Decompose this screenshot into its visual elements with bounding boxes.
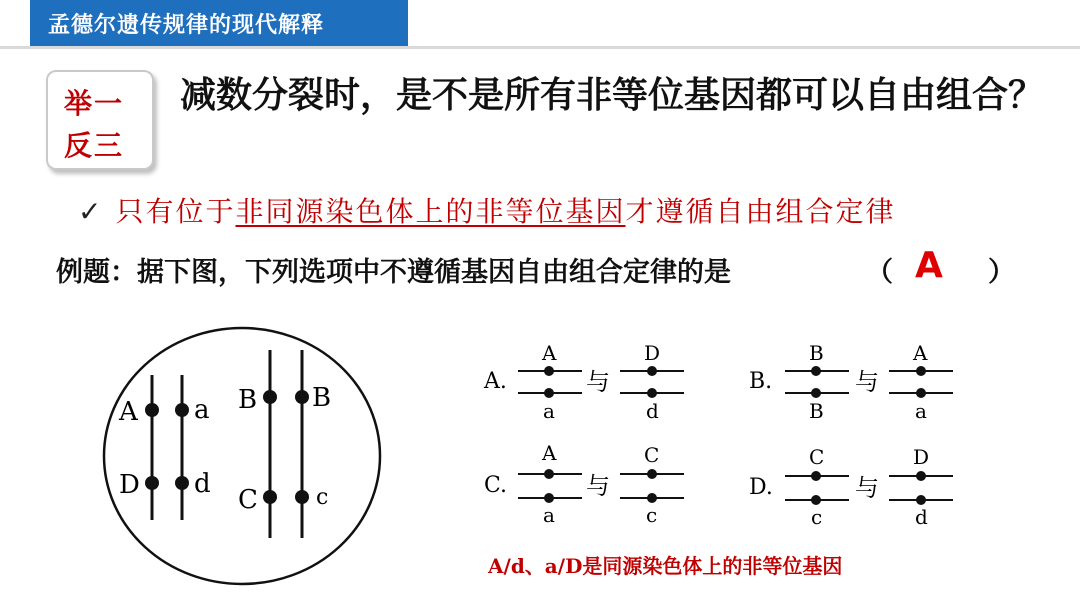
gene-label: B [809, 399, 824, 423]
gene-locus [544, 366, 554, 376]
gene-locus [145, 476, 159, 490]
gene-locus [295, 490, 309, 504]
gene-locus [811, 388, 821, 398]
header-title: 孟德尔遗传规律的现代解释 [48, 13, 325, 38]
gene-locus [544, 388, 554, 398]
gene-locus [175, 476, 189, 490]
gene-locus [811, 366, 821, 376]
gene-label: B [238, 385, 258, 415]
gene-locus [647, 493, 657, 503]
gene-label: C [644, 443, 660, 467]
gene-locus [916, 366, 926, 376]
gene-label: c [811, 505, 823, 529]
gene-locus [295, 390, 309, 404]
gene-label: B [809, 341, 824, 365]
badge [46, 70, 154, 170]
gene-locus [916, 471, 926, 481]
option-label: A. [484, 369, 507, 394]
answer-prefix: 只有位于 [115, 195, 236, 228]
gene-label: a [543, 503, 555, 527]
option-b[interactable] [745, 338, 965, 428]
gene-label: D [913, 445, 930, 469]
gene-locus [811, 471, 821, 481]
gene-label: d [646, 399, 659, 423]
cell-membrane [104, 328, 380, 584]
gene-label: C [238, 485, 258, 515]
gene-locus [544, 493, 554, 503]
check-icon: ✓ [78, 195, 104, 228]
gene-locus [263, 390, 277, 404]
option-c[interactable] [480, 438, 700, 530]
gene-locus [647, 469, 657, 479]
gene-label: a [194, 395, 210, 425]
gene-label: c [316, 485, 329, 510]
paren-open: （ [866, 257, 893, 288]
gene-locus [647, 366, 657, 376]
joiner: 与 [855, 368, 879, 396]
joiner: 与 [586, 472, 610, 500]
gene-label: A [119, 397, 138, 427]
gene-label: B [312, 383, 332, 413]
joiner: 与 [855, 474, 879, 502]
explanation-note: A/d、a/D是同源染色体上的非等位基因 [488, 554, 843, 578]
gene-label: D [119, 470, 140, 500]
header-bar [0, 0, 1080, 46]
question-text: 减数分裂时，是不是所有非等位基因都可以自由组合？ [180, 75, 1045, 116]
gene-locus [916, 495, 926, 505]
answer-line [78, 190, 896, 230]
header-divider [0, 46, 1080, 49]
gene-label: c [646, 503, 658, 527]
gene-label: D [644, 341, 661, 365]
option-label: B. [749, 369, 773, 394]
answer-letter: A [915, 245, 943, 286]
option-a[interactable] [480, 338, 700, 428]
gene-label: A [542, 441, 557, 465]
gene-label: a [915, 399, 927, 423]
gene-label: C [809, 445, 825, 469]
option-label: C. [484, 473, 508, 498]
answer-suffix: 才遵循自由组合定律 [625, 195, 896, 228]
gene-label: A [542, 341, 557, 365]
gene-locus [916, 388, 926, 398]
gene-label: a [543, 399, 555, 423]
option-label: D. [749, 475, 773, 500]
gene-locus [647, 388, 657, 398]
gene-locus [544, 469, 554, 479]
answer-underlined: 非同源染色体上的非等位基因 [235, 195, 626, 228]
option-d[interactable] [745, 440, 965, 532]
gene-label: d [915, 505, 928, 529]
paren-close: ） [988, 257, 1015, 288]
gene-label: A [913, 341, 928, 365]
cell-diagram [100, 320, 390, 590]
example-question: 例题：据下图，下列选项中不遵循基因自由组合定律的是 [56, 257, 731, 288]
gene-locus [263, 490, 277, 504]
badge-line2: 反三 [64, 129, 125, 162]
gene-locus [145, 403, 159, 417]
gene-locus [811, 495, 821, 505]
gene-label: d [194, 469, 211, 499]
joiner: 与 [586, 368, 610, 396]
badge-line1: 举一 [64, 87, 125, 120]
gene-locus [175, 403, 189, 417]
